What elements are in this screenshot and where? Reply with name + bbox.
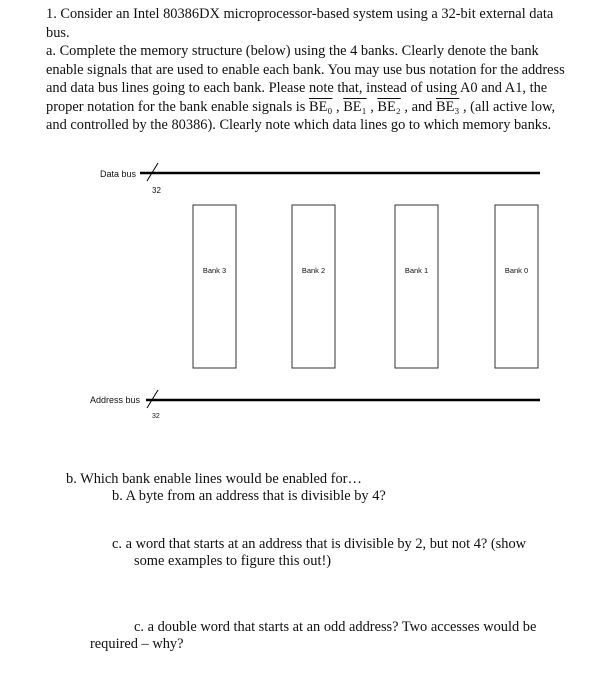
address-bus-label: Address bus <box>90 395 141 405</box>
address-bus-width: 32 <box>152 413 160 420</box>
part-b-heading: b. Which bank enable lines would be enabled for… <box>66 471 362 487</box>
data-bus-width: 32 <box>152 186 161 195</box>
bank-2 <box>292 205 335 368</box>
signal-be3: BE₃ <box>435 98 460 115</box>
part-a-suffix: , (all active low, and controlled by the 80386). Clearly note which data lines go to which memory banks. <box>46 98 556 133</box>
signal-be0: BE₀ <box>308 98 333 115</box>
question-intro: 1. Consider an Intel 80386DX microprocessor-based system using a 32-bit external data bus. <box>46 6 554 41</box>
bank-1 <box>395 205 438 368</box>
bank-2-label: Bank 2 <box>301 266 326 275</box>
separator-3: , and <box>400 98 436 115</box>
bank-0 <box>495 205 538 368</box>
part-b-item-dword-line2: required – why? <box>90 636 184 652</box>
bank-0-label: Bank 0 <box>504 266 529 275</box>
bank-3-label: Bank 3 <box>202 266 227 275</box>
data-bus-label: Data bus <box>100 169 137 179</box>
signal-be1: BE₁ <box>343 98 367 115</box>
part-b-item-word-line2: some examples to figure this out!) <box>134 553 332 569</box>
bank-1-label: Bank 1 <box>404 266 429 275</box>
separator-1: , <box>332 98 344 115</box>
part-a-prefix: a. Complete the memory structure (below) using the 4 banks. Clearly denote the bank enable signals that are used to enable each bank. You may use bus notation for the address and data bus lines going to each bank. Please note that, instead of using A0 and A1, the proper notation for the bank enable signals is <box>46 43 565 115</box>
bank-3 <box>193 205 236 368</box>
signal-be2: BE₂ <box>377 98 401 115</box>
separator-2: , <box>366 98 378 115</box>
part-b-item-byte: b. A byte from an address that is divisible by 4? <box>112 488 386 504</box>
part-b-item-word-line1: c. a word that starts at an address that is divisible by 2, but not 4? (show <box>112 536 527 552</box>
part-b-item-dword-line1: c. a double word that starts at an odd address? Two accesses would be <box>134 619 537 635</box>
